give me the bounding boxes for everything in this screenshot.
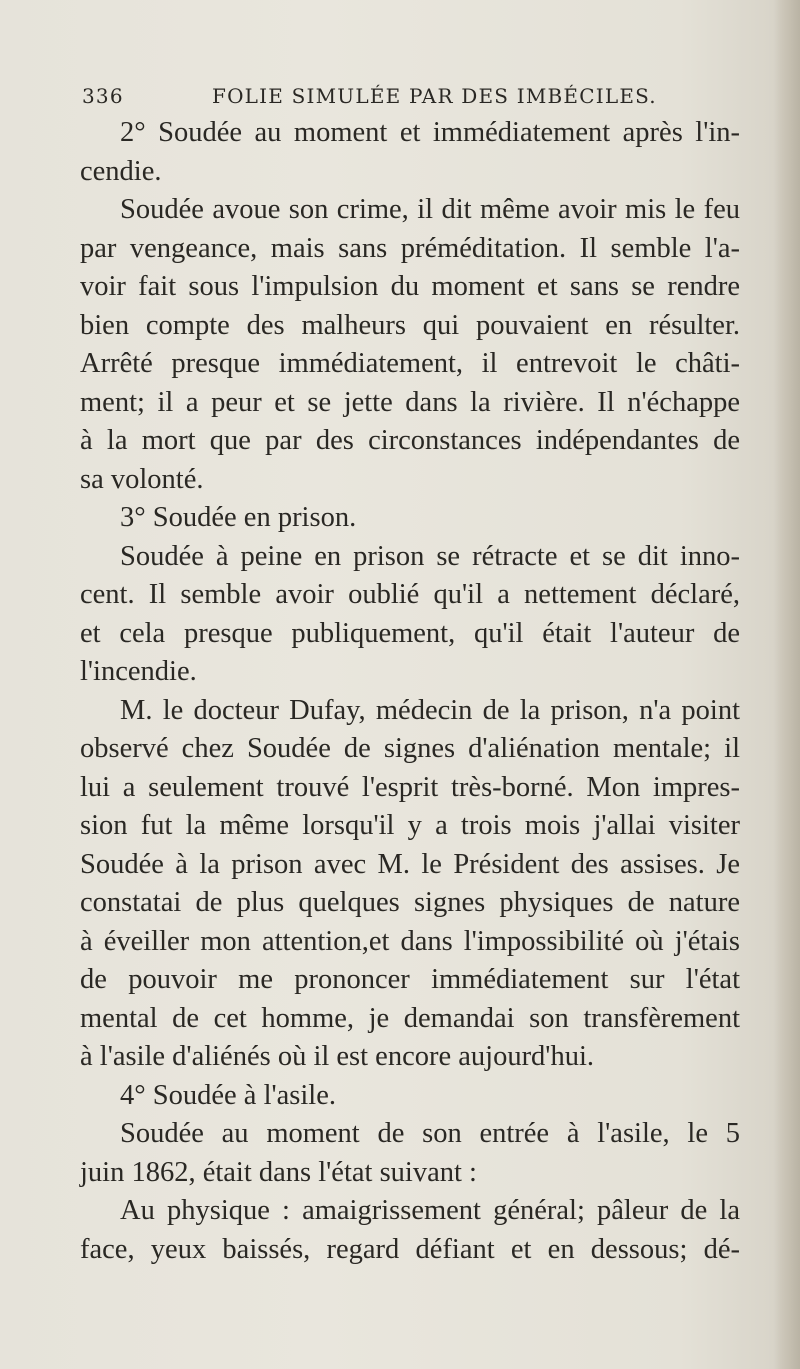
text-line: voir fait sous l'impulsion du moment et sans se rendre xyxy=(80,271,740,302)
text-line: à éveiller mon attention,et dans l'impossibilité où j'étais xyxy=(80,925,740,957)
text-line: Soudée avoue son crime, il dit même avoir mis le feu xyxy=(120,194,740,225)
section-heading: 3° Soudée en prison. xyxy=(120,502,357,533)
text-line: à l'asile d'aliénés où il est encore aujourd'hui. xyxy=(80,1041,594,1072)
text-line: sa volonté. xyxy=(80,463,204,495)
running-title: FOLIE SIMULÉE PAR DES IMBÉCILES. xyxy=(212,84,657,108)
text-line: Soudée à peine en prison se rétracte et se dit inno- xyxy=(120,540,740,572)
page-binding-edge xyxy=(774,0,800,1369)
text-line: Arrêté presque immédiatement, il entrevoit le châti- xyxy=(80,348,740,379)
body-text xyxy=(80,114,740,1269)
text-line: bien compte des malheurs qui pouvaient en résulter. xyxy=(80,309,740,341)
text-line: constatai de plus quelques signes physiques de nature xyxy=(80,887,740,918)
text-line: à la mort que par des circonstances indépendantes de xyxy=(80,425,740,456)
text-line: Soudée au moment de son entrée à l'asile, le 5 xyxy=(120,1118,740,1149)
text-line: mental de cet homme, je demandai son transfèrement xyxy=(80,1002,740,1034)
text-line: lui a seulement trouvé l'esprit très-borné. Mon impres- xyxy=(80,771,740,803)
text-line: et cela presque publiquement, qu'il était l'auteur de xyxy=(80,617,740,649)
text-line: de pouvoir me prononcer immédiatement sur l'état xyxy=(80,964,740,995)
text-line: ment; il a peur et se jette dans la rivière. Il n'échappe xyxy=(80,386,740,418)
text-line: par vengeance, mais sans préméditation. Il semble l'a- xyxy=(80,232,740,264)
text-line: sion fut la même lorsqu'il y a trois mois j'allai visiter xyxy=(80,810,740,841)
text-line: face, yeux baissés, regard défiant et en dessous; dé- xyxy=(80,1233,740,1265)
section-heading: 4° Soudée à l'asile. xyxy=(120,1079,336,1111)
page-number: 336 xyxy=(82,84,124,108)
text-line: cent. Il semble avoir oublié qu'il a nettement déclaré, xyxy=(80,579,740,610)
running-head xyxy=(82,84,742,114)
text-line: Au physique : amaigrissement général; pâleur de la xyxy=(120,1195,740,1226)
text-line: Soudée à la prison avec M. le Président des assises. Je xyxy=(80,848,740,880)
text-line: l'incendie. xyxy=(80,656,197,687)
text-line: cendie. xyxy=(80,155,162,187)
text-line: juin 1862, était dans l'état suivant : xyxy=(80,1156,477,1188)
text-line: 2° Soudée au moment et immédiatement après l'in- xyxy=(120,117,740,148)
text-line: observé chez Soudée de signes d'aliénation mentale; il xyxy=(80,733,740,764)
text-line: M. le docteur Dufay, médecin de la prison, n'a point xyxy=(120,694,740,726)
